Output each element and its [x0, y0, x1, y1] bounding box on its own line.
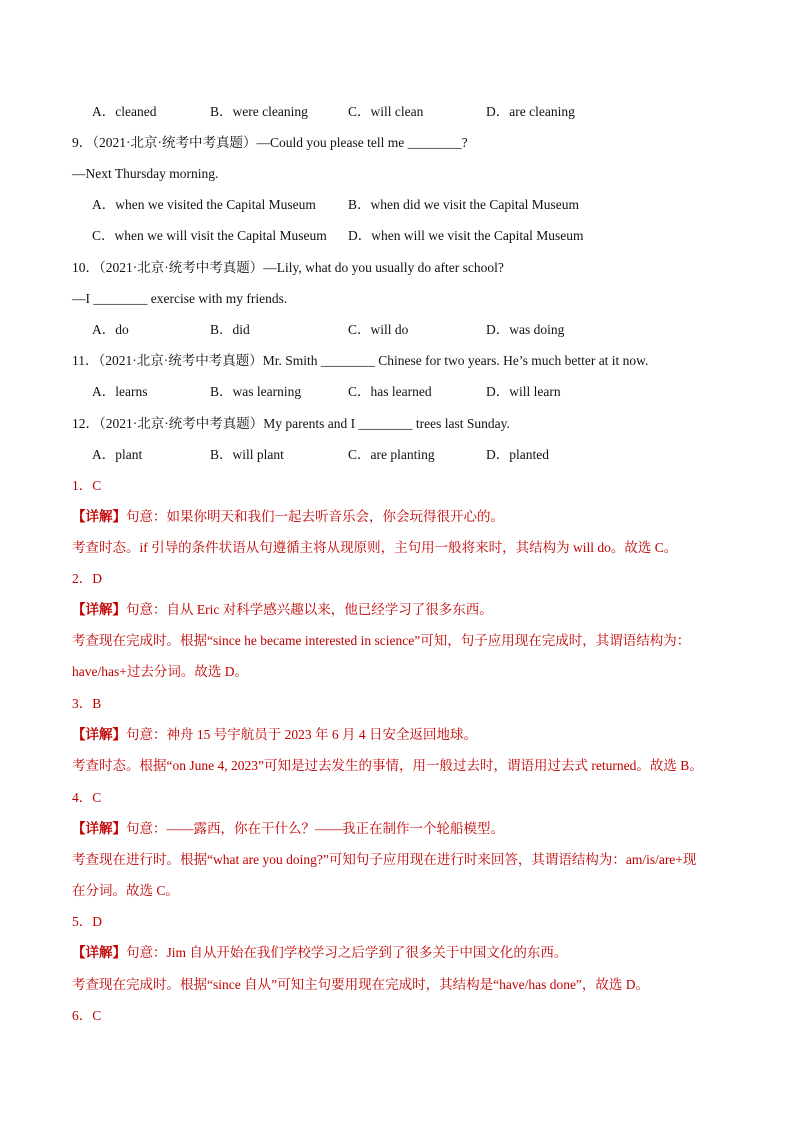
answer-3-explain: 考查时态。根据“on June 4, 2023”可知是过去发生的事情，用一般过去时，谓语用过去式 returned。故选 B。 — [72, 758, 703, 773]
answer-1-number: 1．C — [72, 478, 102, 493]
answer-3-tag: 【详解】 — [72, 727, 126, 742]
answer-5-meaning-text: 句意：Jim 自从开始在我们学校学习之后学到了很多关于中国文化的东西。 — [126, 945, 568, 960]
answer-2-number: 2．D — [72, 571, 102, 586]
answer-4-tag: 【详解】 — [72, 821, 126, 836]
answer-2-explain-1: 考查现在完成时。根据“since he became interested in science”可知，句子应用现在完成时，其谓语结构为： — [72, 633, 691, 648]
answer-5-tag: 【详解】 — [72, 945, 126, 960]
answer-4-explain-1: 考查现在进行时。根据“what are you doing?”可知句子应用现在进行时来回答，其谓语结构为：am/is/are+现 — [72, 852, 697, 867]
answer-2-meaning-text: 句意：自从 Eric 对科学感兴趣以来，他已经学习了很多东西。 — [126, 602, 493, 617]
q9-option-c: C．when we will visit the Capital Museum — [92, 228, 327, 243]
q10-option-a: A．do — [92, 322, 129, 337]
q10-stem: 10．（2021·北京·统考中考真题）—Lily, what do you usually do after school? — [72, 260, 504, 275]
q8-option-d: D．are cleaning — [486, 104, 575, 119]
answer-5-number: 5．D — [72, 914, 102, 929]
answer-4-explain-2: 在分词。故选 C。 — [72, 883, 179, 898]
q9-stem: 9．（2021·北京·统考中考真题）—Could you please tell me ________? — [72, 135, 468, 150]
q9-reply: —Next Thursday morning. — [72, 166, 219, 181]
answer-4-meaning-text: 句意：——露西，你在干什么？——我正在制作一个轮船模型。 — [126, 821, 504, 836]
answer-1-meaning-text: 句意：如果你明天和我们一起去听音乐会，你会玩得很开心的。 — [126, 509, 504, 524]
q10-reply: —I ________ exercise with my friends. — [72, 291, 288, 306]
answer-1-meaning — [72, 507, 752, 527]
answer-3-number: 3．B — [72, 696, 102, 711]
answer-4-meaning — [72, 819, 752, 839]
q11-stem: 11．（2021·北京·统考中考真题）Mr. Smith ________ Chinese for two years. He’s much better at it now. — [72, 353, 649, 368]
answer-3-meaning — [72, 725, 752, 745]
q8-option-b: B．were cleaning — [210, 104, 308, 119]
answer-6-number: 6．C — [72, 1008, 102, 1023]
q12-option-b: B．will plant — [210, 447, 284, 462]
q10-option-c: C．will do — [348, 322, 409, 337]
answer-1-tag: 【详解】 — [72, 509, 126, 524]
q10-option-d: D．was doing — [486, 322, 565, 337]
q8-option-a: A．cleaned — [92, 104, 157, 119]
q11-option-a: A．learns — [92, 384, 148, 399]
answer-4-number: 4．C — [72, 790, 102, 805]
answer-1-explain: 考查时态。if 引导的条件状语从句遵循主将从现原则，主句用一般将来时，其结构为 will do。故选 C。 — [72, 540, 678, 555]
q8-option-c: C．will clean — [348, 104, 424, 119]
q12-option-c: C．are planting — [348, 447, 435, 462]
q12-option-d: D．planted — [486, 447, 549, 462]
q10-option-b: B．did — [210, 322, 250, 337]
answer-2-tag: 【详解】 — [72, 602, 126, 617]
q9-option-a: A．when we visited the Capital Museum — [92, 197, 316, 212]
q11-option-c: C．has learned — [348, 384, 432, 399]
q12-stem: 12．（2021·北京·统考中考真题）My parents and I ________ trees last Sunday. — [72, 416, 510, 431]
q9-option-d: D．when will we visit the Capital Museum — [348, 228, 584, 243]
answer-5-meaning — [72, 943, 752, 963]
q9-option-b: B．when did we visit the Capital Museum — [348, 197, 579, 212]
answer-2-explain-2: have/has+过去分词。故选 D。 — [72, 664, 248, 679]
q11-option-d: D．will learn — [486, 384, 561, 399]
q11-option-b: B．was learning — [210, 384, 302, 399]
answer-5-explain: 考查现在完成时。根据“since 自从”可知主句要用现在完成时，其结构是“have/has done”，故选 D。 — [72, 977, 650, 992]
q12-option-a: A．plant — [92, 447, 143, 462]
answer-2-meaning — [72, 600, 752, 620]
answer-3-meaning-text: 句意：神舟 15 号宇航员于 2023 年 6 月 4 日安全返回地球。 — [126, 727, 477, 742]
